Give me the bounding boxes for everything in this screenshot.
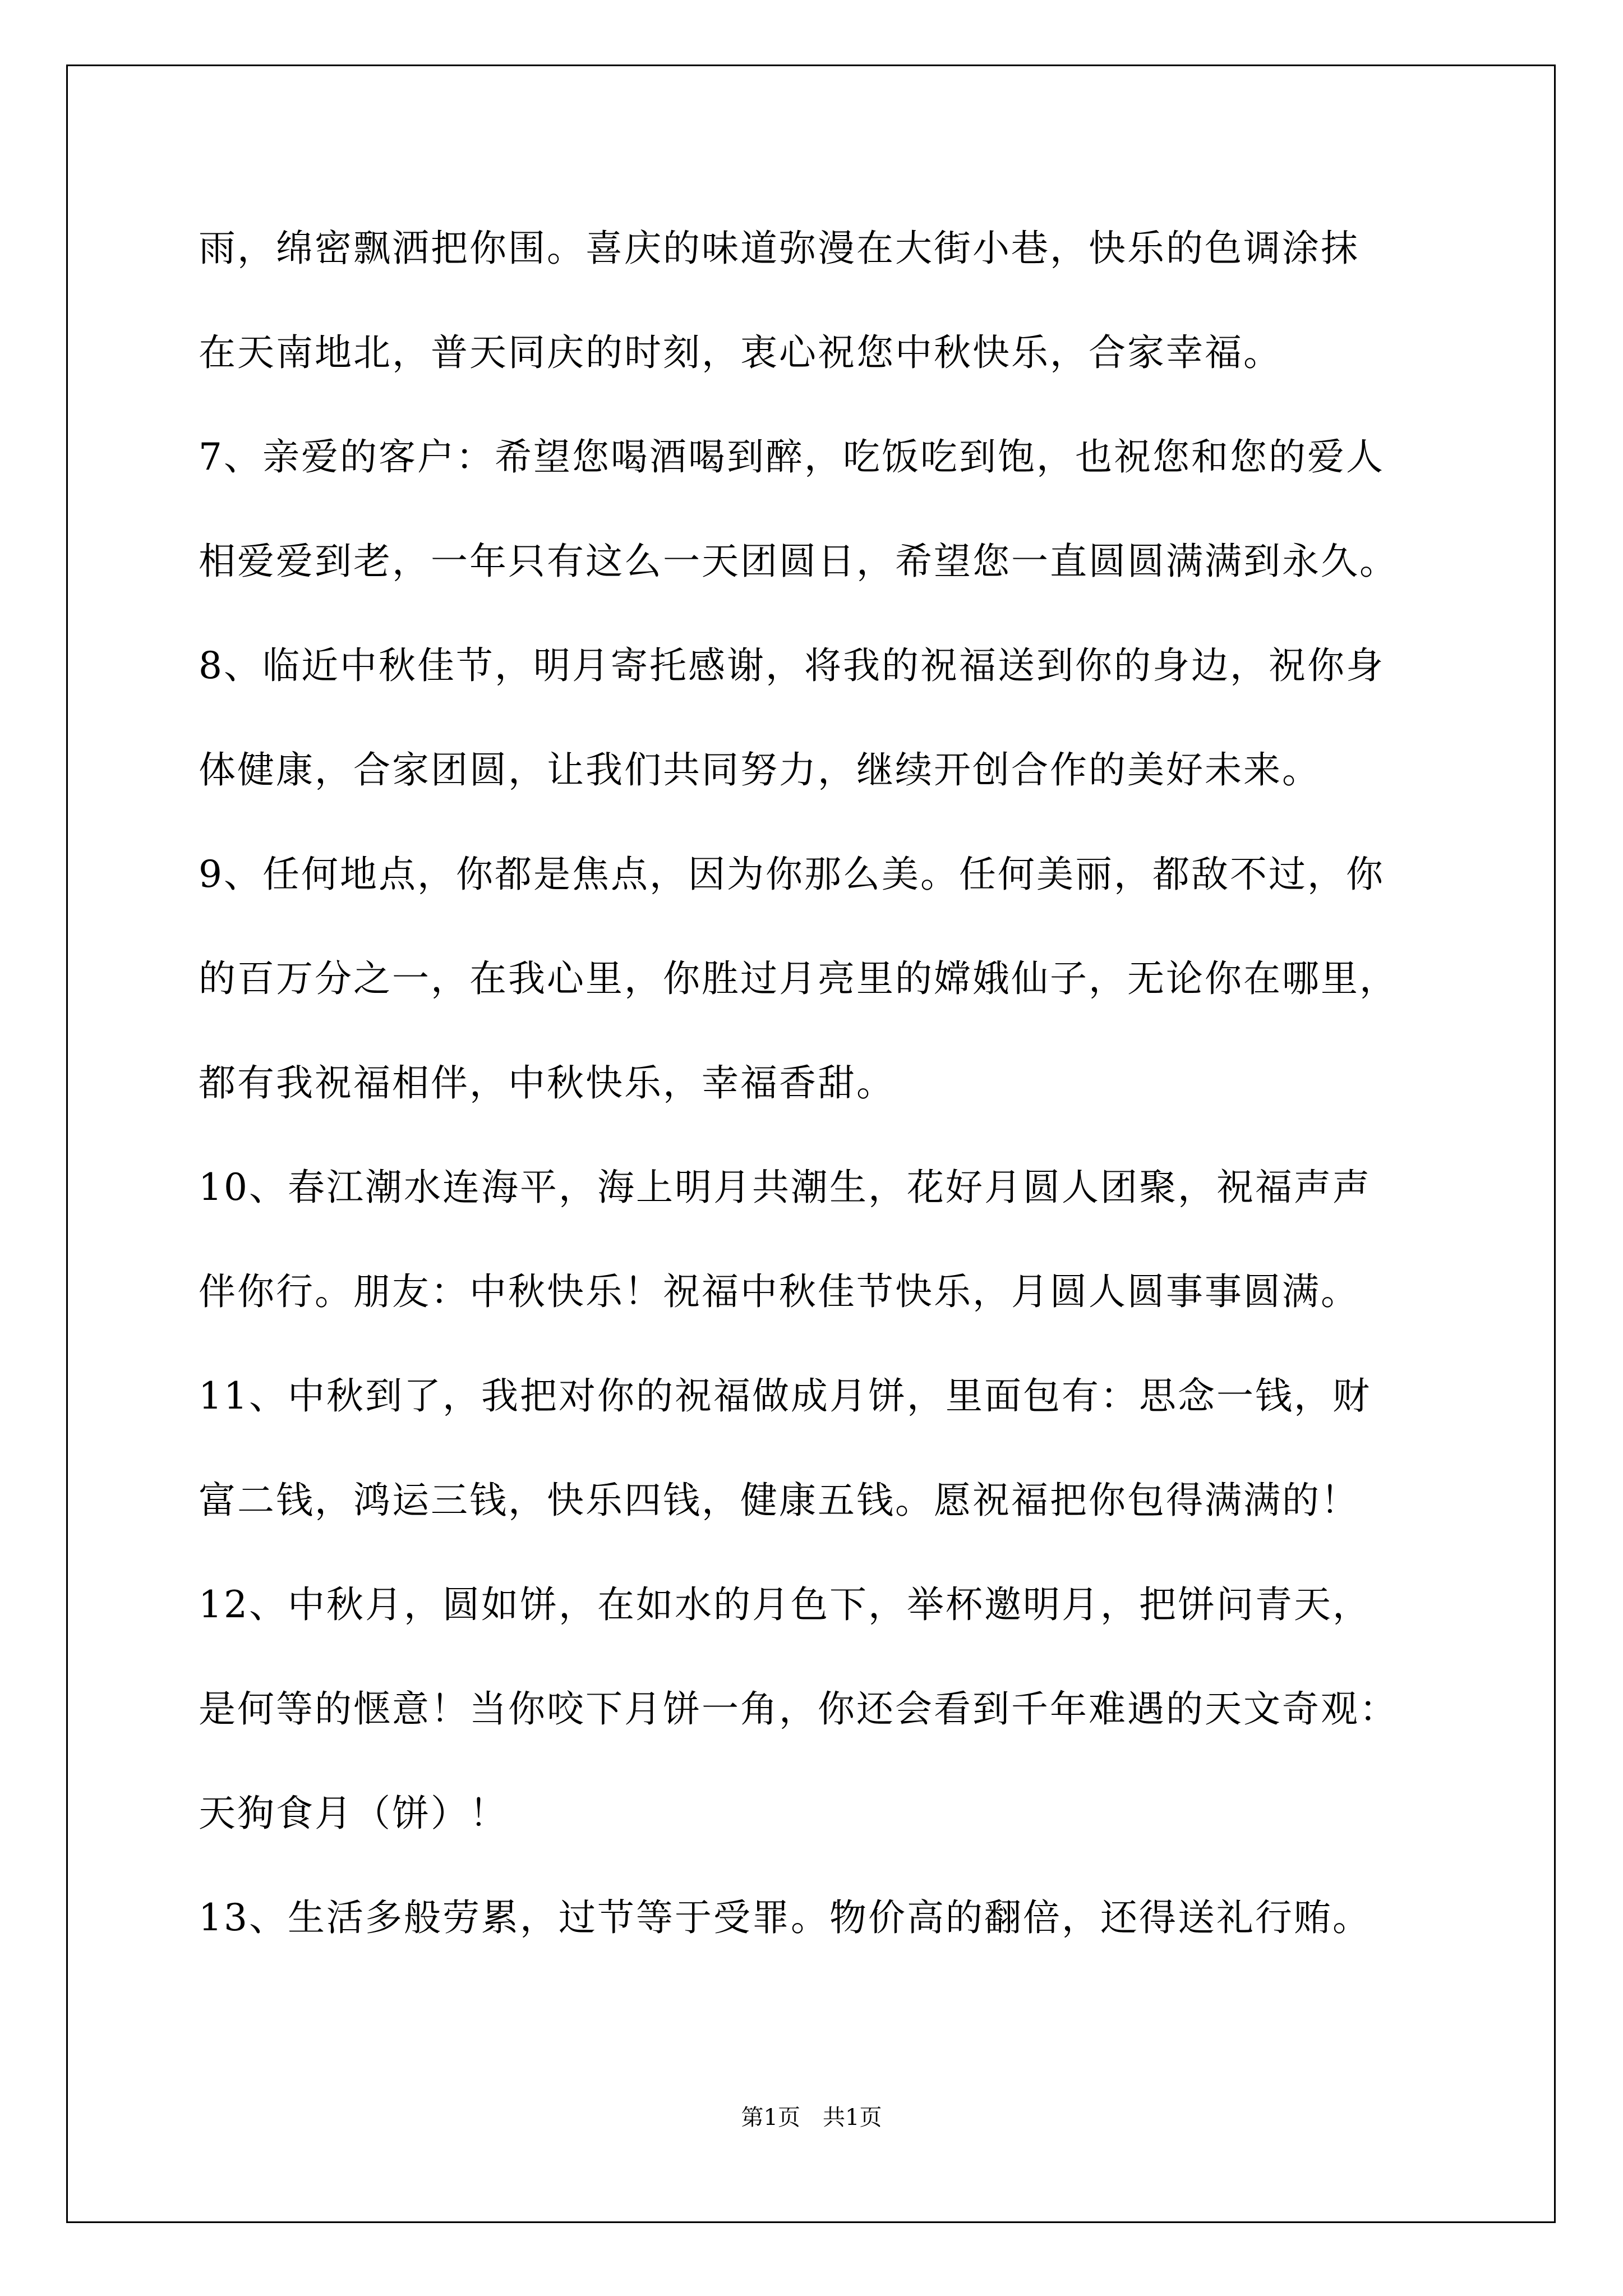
- text-line-12: 11、中秋到了，我把对你的祝福做成月饼，里面包有：思念一钱，财: [199, 1374, 1371, 1418]
- text-line-16: 天狗食月（饼）！: [199, 1792, 508, 1835]
- text-line-8: 的百万分之一，在我心里，你胜过月亮里的嫦娥仙子，无论你在哪里，: [199, 957, 1398, 1000]
- text-line-11: 伴你行。朋友：中秋快乐！祝福中秋佳节快乐，月圆人圆事事圆满。: [199, 1270, 1359, 1313]
- text-line-5: 8、临近中秋佳节，明月寄托感谢，将我的祝福送到你的身边，祝你身: [199, 644, 1385, 687]
- text-line-10: 10、春江潮水连海平，海上明月共潮生，花好月圆人团聚，祝福声声: [199, 1166, 1371, 1209]
- text-line-9: 都有我祝福相伴，中秋快乐，幸福香甜。: [199, 1061, 895, 1105]
- text-line-15: 是何等的惬意！当你咬下月饼一角，你还会看到千年难遇的天文奇观：: [199, 1687, 1398, 1731]
- text-line-2: 在天南地北，普天同庆的时刻，衷心祝您中秋快乐，合家幸福。: [199, 331, 1282, 374]
- text-line-14: 12、中秋月，圆如饼，在如水的月色下，举杯邀明月，把饼问青天，: [199, 1583, 1371, 1626]
- text-line-1: 雨，绵密飘洒把你围。喜庆的味道弥漫在大街小巷，快乐的色调涂抹: [199, 227, 1359, 270]
- text-line-4: 相爱爱到老，一年只有这么一天团圆日，希望您一直圆圆满满到永久。: [199, 540, 1398, 583]
- text-line-17: 13、生活多般劳累，过节等于受罪。物价高的翻倍，还得送礼行贿。: [199, 1896, 1371, 1939]
- page-number-footer: 第1页 共1页: [741, 2105, 882, 2131]
- text-line-6: 体健康，合家团圆，让我们共同努力，继续开创合作的美好未来。: [199, 748, 1321, 792]
- text-line-3: 7、亲爱的客户：希望您喝酒喝到醉，吃饭吃到饱，也祝您和您的爱人: [199, 435, 1385, 478]
- text-line-13: 富二钱，鸿运三钱，快乐四钱，健康五钱。愿祝福把你包得满满的！: [199, 1479, 1359, 1522]
- text-line-7: 9、任何地点，你都是焦点，因为你那么美。任何美丽，都敌不过，你: [199, 853, 1385, 896]
